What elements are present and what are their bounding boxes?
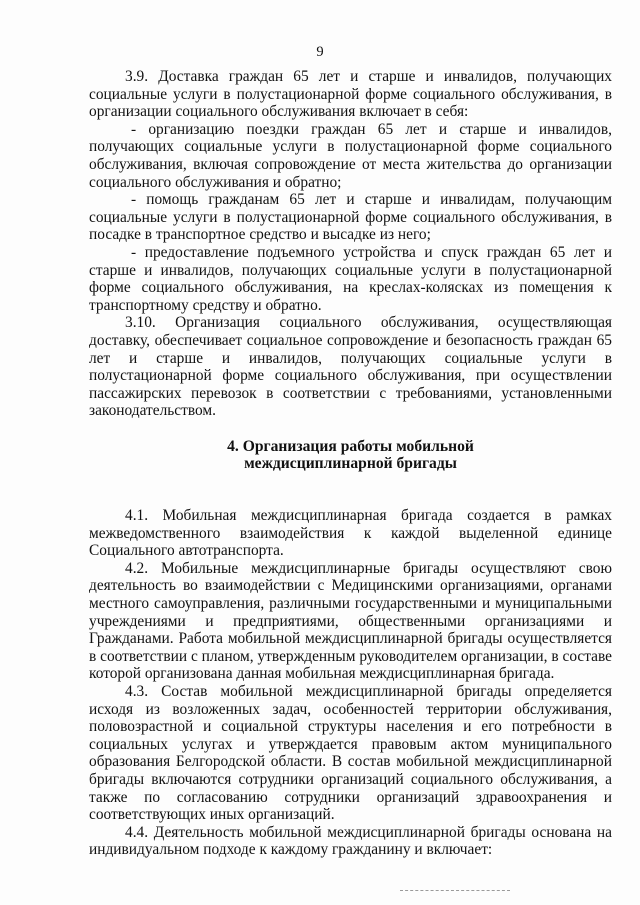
paragraph-4-4: 4.4. Деятельность мобильной междисциплинарной бригады основана на индивидуальном подходе к каждому гражданину и включает: [89, 823, 612, 859]
document-body [89, 68, 612, 859]
section-heading-line-1: 4. Организация работы мобильной [227, 437, 474, 455]
section-heading [89, 438, 612, 473]
list-item-boarding-assistance: - помощь гражданам 65 лет и старше и инвалидам, получающим социальные услуги в полустационарной форме социального обслуживания, в посадке в транспортное средство и высадке из него; [89, 191, 612, 244]
paragraph-3-10: 3.10. Организация социального обслуживания, осуществляющая доставку, обеспечивает социальное сопровождение и безопасность граждан 65 лет и старше и инвалидов, получающих социальные услуги в полустационарной форме социального обслуживания, при осуществлении пассажирских перевозок в соответствии с требованиями, установленными законодательством. [89, 314, 612, 420]
scan-artifact-line [400, 890, 510, 893]
paragraph-4-1: 4.1. Мобильная междисциплинарная бригада создается в рамках межведомственного взаимодействия к каждой выделенной единице Социального автотранспорта. [89, 507, 612, 560]
page-number: 9 [316, 44, 324, 60]
paragraph-3-9: 3.9. Доставка граждан 65 лет и старше и инвалидов, получающих социальные услуги в полустационарной форме социального обслуживания, в организации социального обслуживания включает в себя: [89, 68, 612, 121]
paragraph-4-3: 4.3. Состав мобильной междисциплинарной бригады определяется исходя из возложенных задач, особенностей территории обслуживания, половозрастной и социальной структуры населения и его потребности в социальных услугах и утверждается правовым актом муниципального образования Белгородской области. В состав мобильной междисциплинарной бригады включаются сотрудники организаций социального обслуживания, а также по согласованию сотрудники организаций здравоохранения и соответствующих иных организаций. [89, 683, 612, 824]
paragraph-4-2: 4.2. Мобильные междисциплинарные бригады осуществляют свою деятельность во взаимодействии с Медицинскими организациями, органами местного самоуправления, различными государственными и муниципальными учреждениями и предприятиями, общественными организациями и Гражданами. Работа мобильной междисциплинарной бригады осуществляется в соответствии с планом, утвержденным руководителем организации, в составе которой организована данная мобильная междисциплинарная бригада. [89, 559, 612, 683]
list-item-trip-organization: - организацию поездки граждан 65 лет и старше и инвалидов, получающих социальные услуги в полустационарной форме социального обслуживания, включая сопровождение от места жительства до организации социального обслуживания и обратно; [89, 120, 612, 191]
list-item-lifting-device: - предоставление подъемного устройства и спуск граждан 65 лет и старше и инвалидов, получающих социальные услуги в полустационарной форме социального обслуживания, на креслах-колясках из помещения к транспортному средству и обратно. [89, 243, 612, 314]
section-heading-line-2: междисциплинарной бригады [244, 455, 457, 473]
